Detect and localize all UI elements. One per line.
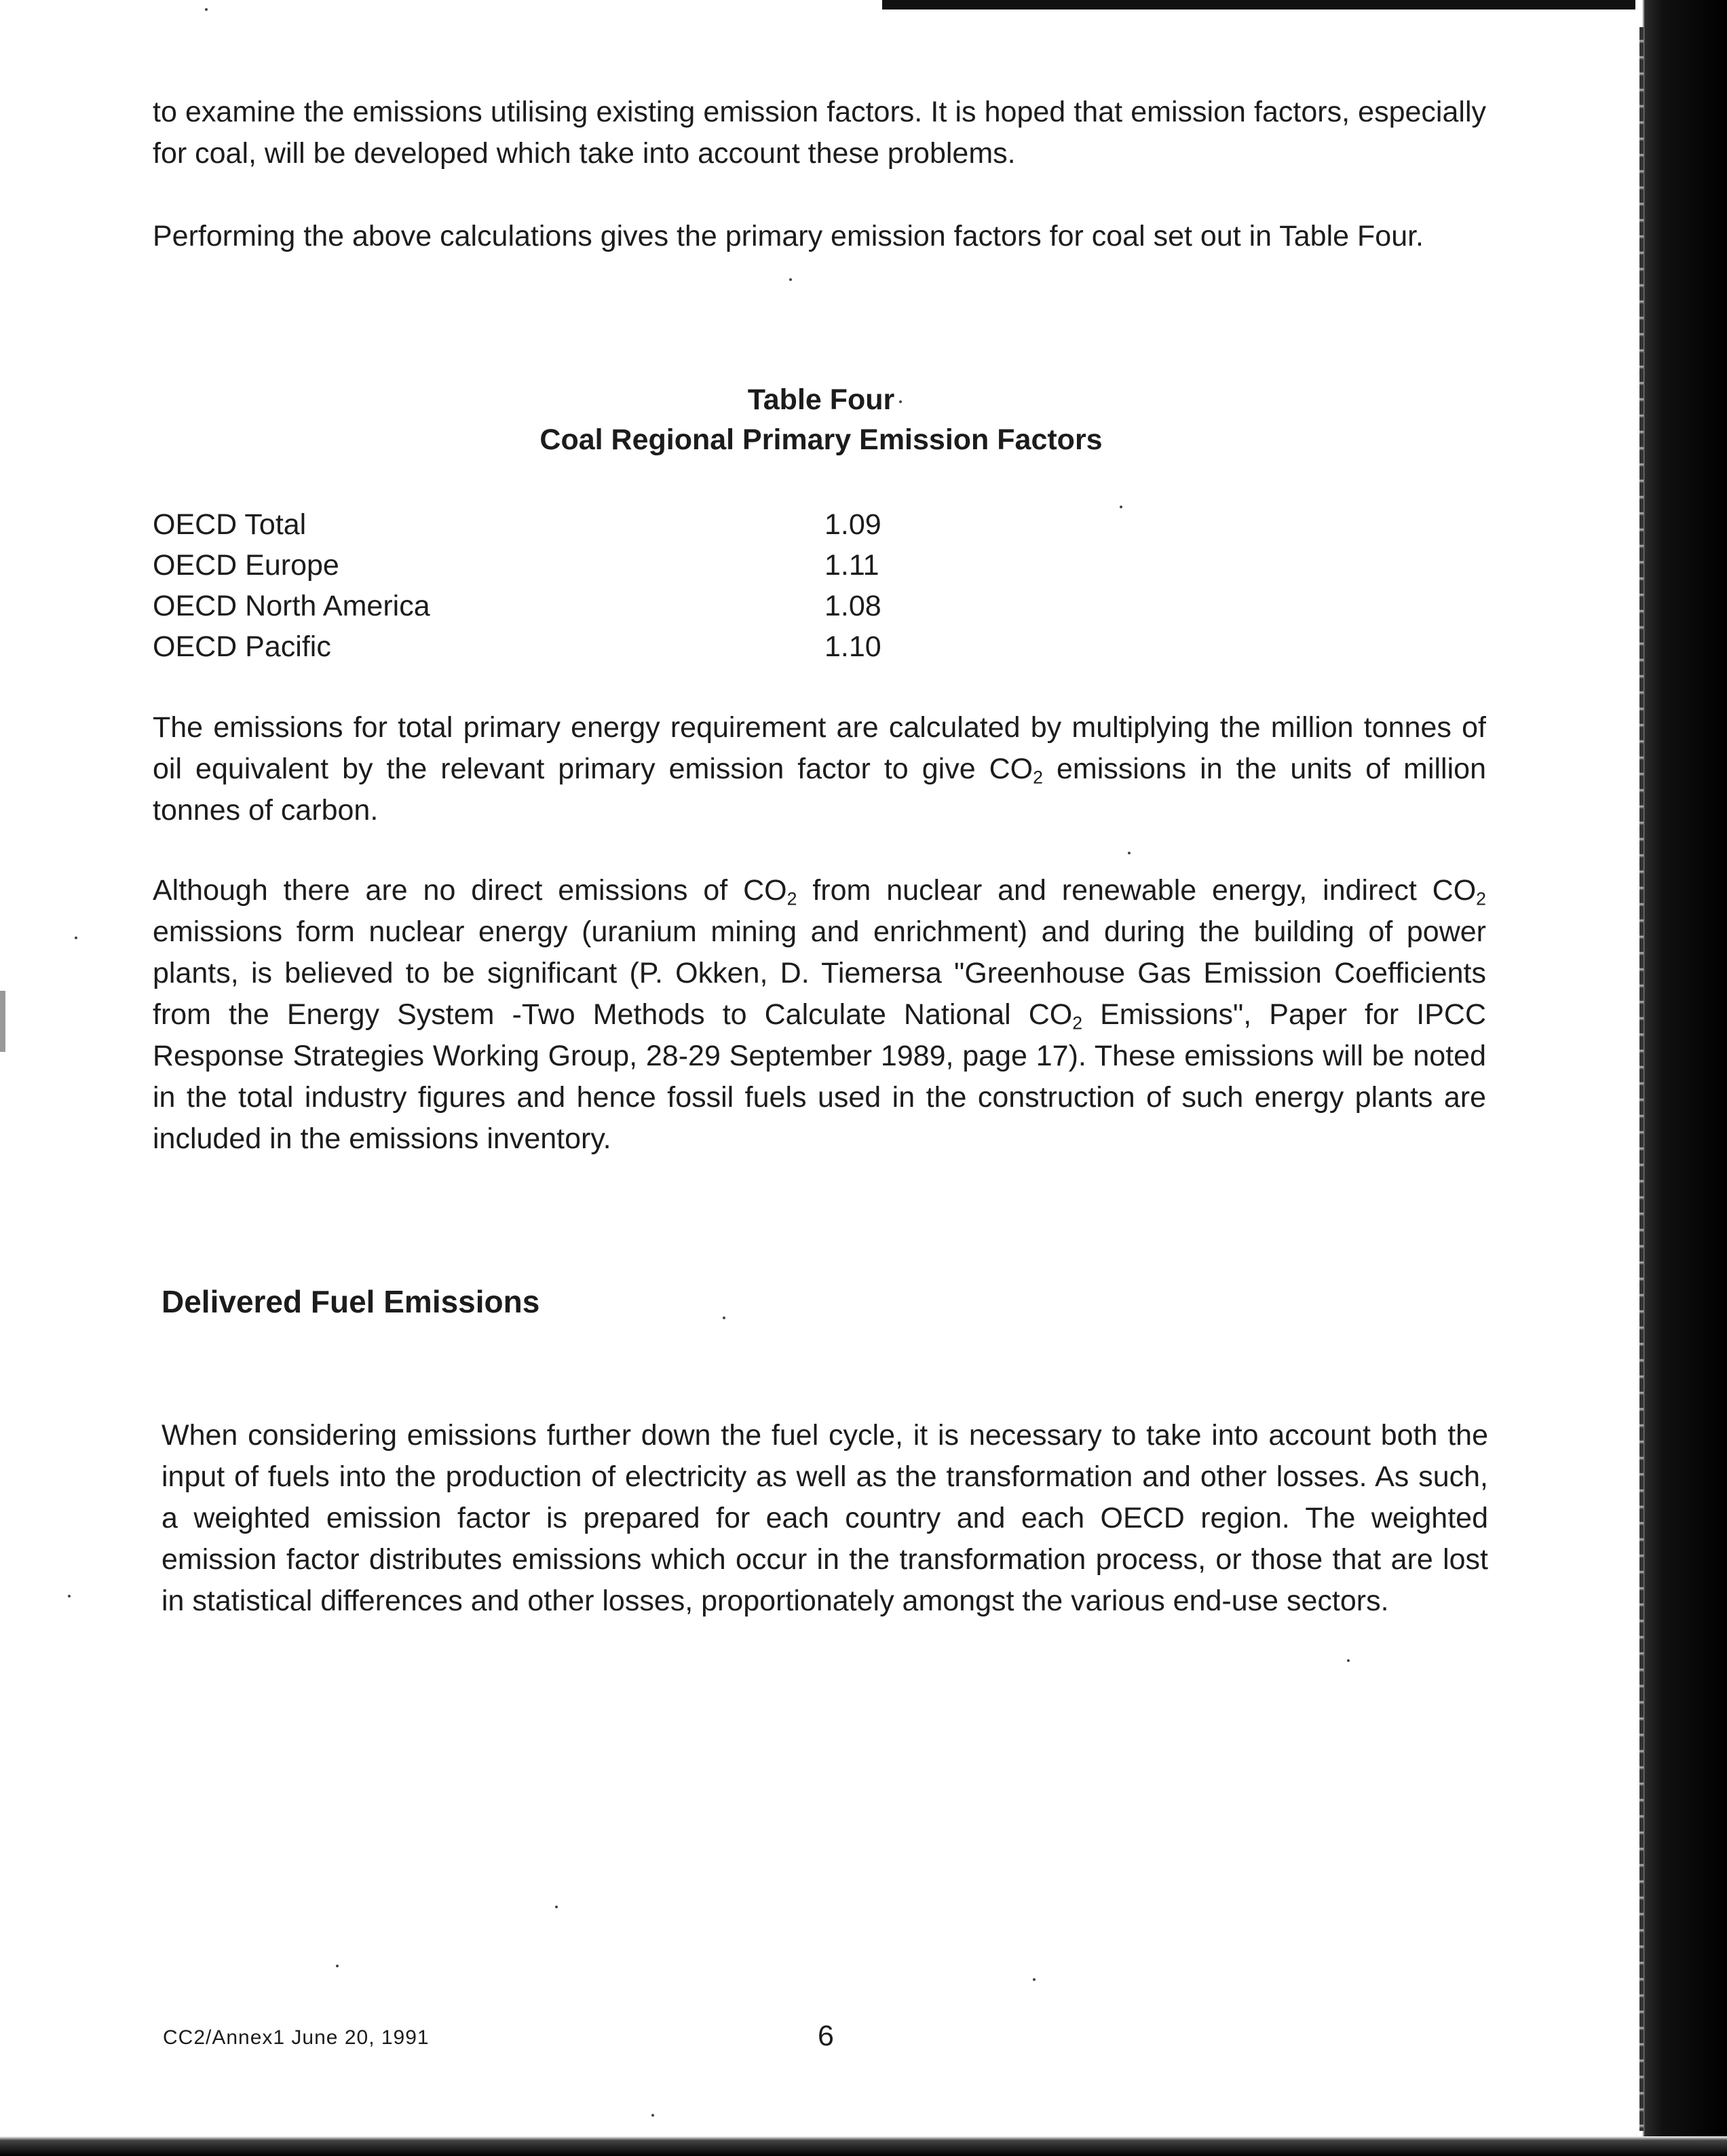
scan-speck — [789, 278, 792, 281]
paragraph-total-primary-emissions: The emissions for total primary energy requirement are calculated by multiplying the million tonnes of oil equivalent by the relevant primary emission factor to give $CO_2$ emissions in the units of million tonnes of carbon. — [153, 711, 1486, 827]
factor-cell: 1.11 — [824, 549, 879, 582]
table-subtitle: Coal Regional Primary Emission Factors — [539, 423, 1103, 456]
table-row — [153, 504, 967, 545]
scan-edge-right — [1635, 0, 1727, 2156]
footer-document-reference: CC2/Annex1 June 20, 1991 — [163, 2026, 430, 2049]
paragraph-emission-factors-intro: to examine the emissions utilising existing emission factors. It is hoped that emission factors, especially for coal, will be developed which take into account these problems. — [153, 96, 1486, 170]
scan-speck — [555, 1906, 558, 1908]
page-number: 6 — [818, 2020, 834, 2052]
paragraph-table-reference: Performing the above calculations gives the primary emission factors for coal set out in Table Four. — [153, 220, 1424, 252]
factor-cell: 1.08 — [824, 590, 881, 622]
scan-speck — [651, 2114, 654, 2117]
scan-edge-top — [882, 0, 1646, 10]
scan-speck — [1120, 506, 1122, 508]
scan-edge-right-binding — [1639, 27, 1644, 2131]
scan-speck — [75, 937, 77, 939]
paragraph-delivered-fuel: When considering emissions further down the fuel cycle, it is necessary to take into account both the input of fuels into the production of electricity as well as the transformation and other losses. As such, a weighted emission factor is prepared for each country and each OECD region. The weighted emission factor distributes emissions which occur in the transformation process, or those that are lost in statistical differences and other losses, proportionately amongst the various end-use sectors. — [162, 1419, 1488, 1617]
scan-speck — [723, 1317, 725, 1319]
scan-speck — [1128, 852, 1131, 854]
region-cell: OECD Pacific — [153, 630, 331, 663]
factor-cell: 1.10 — [824, 630, 881, 663]
scan-speck — [336, 1965, 339, 1967]
scan-speck — [68, 1595, 71, 1597]
table-title: Table Four — [747, 383, 895, 416]
scan-edge-left — [0, 991, 5, 1052]
scan-speck — [1347, 1659, 1350, 1662]
paragraph-nuclear-renewable: Although there are no direct emissions of $CO_2$ from nuclear and renewable energy, indirect $CO_2$ emissions form nuclear energy (uranium mining and enrichment) and during the building of power plants, is believed to be significant (P. Okken, D. Tiemersa "Greenhouse Gas Emission Coefficients from the Energy System -Two Methods to Calculate National $CO_2$ Emissions", Paper for IPCC Response Strategies Working Group, 28-29 September 1989, page 17). These emissions will be noted in the total industry figures and hence fossil fuels used in the construction of such energy plants are included in the emissions inventory. — [153, 874, 1486, 1155]
scan-speck — [899, 400, 902, 403]
factor-cell: 1.09 — [824, 508, 881, 541]
table-row — [153, 626, 967, 667]
scan-speck — [205, 8, 208, 11]
section-heading: Delivered Fuel Emissions — [162, 1284, 540, 1319]
table-row — [153, 586, 967, 626]
table-row — [153, 545, 967, 586]
region-cell: OECD Europe — [153, 549, 339, 582]
region-cell: OECD Total — [153, 508, 307, 541]
region-cell: OECD North America — [153, 590, 430, 622]
scan-edge-bottom — [0, 2136, 1727, 2156]
scan-speck — [1033, 1978, 1036, 1981]
